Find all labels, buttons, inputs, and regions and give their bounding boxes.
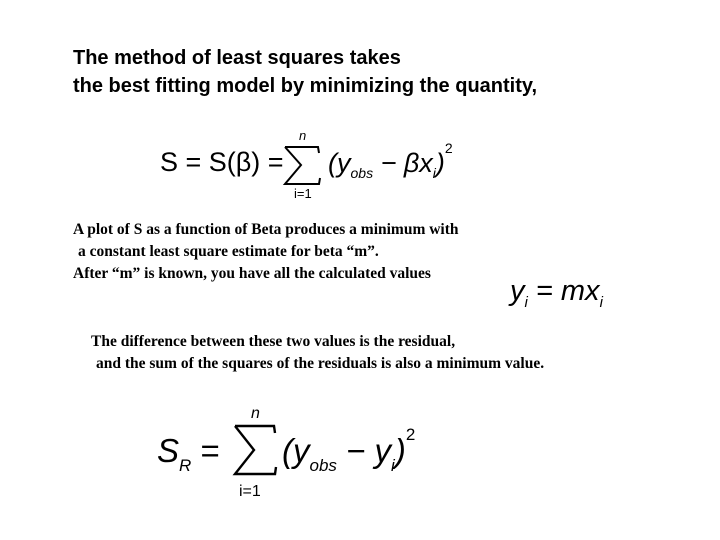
- equation-s-sum-upper: n: [299, 128, 307, 143]
- explanation-paragraph-1: [73, 219, 459, 285]
- equation-s-sub-obs: obs: [350, 165, 374, 181]
- paragraph-1-line-2: a constant least square estimate for beta “m”.: [78, 243, 379, 260]
- equation-s-term-open: (y: [328, 148, 351, 178]
- equation-calculated-values: [508, 270, 658, 320]
- equation-sr-sub-obs: obs: [309, 456, 337, 475]
- paragraph-2-line-2: and the sum of the squares of the residuals is also a minimum value.: [96, 355, 545, 372]
- equation-sr-term-close: ): [394, 432, 406, 469]
- equation-y-sub-i: i: [524, 294, 528, 311]
- equation-sr-eq: =: [191, 432, 220, 469]
- equation-s-power: 2: [444, 140, 453, 156]
- summation-sign-icon: [285, 147, 320, 184]
- svg-text:(yobs − yi)2: [282, 425, 415, 475]
- equation-sr-term-mid: − y: [336, 432, 392, 469]
- equation-s-term-close: ): [435, 148, 445, 178]
- svg-text:yi = mxi: [508, 275, 604, 311]
- equation-sr-sum-upper: n: [251, 405, 260, 422]
- equation-y-eq: = mx: [527, 275, 600, 307]
- summation-sign-icon: [235, 426, 276, 474]
- heading-line-1: The method of least squares takes: [73, 47, 401, 69]
- equation-sr-s: S: [157, 432, 180, 469]
- equation-sr-power: 2: [405, 425, 416, 444]
- equation-sr-sub-i: i: [391, 456, 395, 475]
- paragraph-1-line-1: A plot of S as a function of Beta produces a minimum with: [73, 221, 459, 238]
- equation-residual-sum: [155, 402, 465, 502]
- svg-text:(yobs − βxi)2: [328, 140, 453, 181]
- equation-sr-term-open: (y: [282, 432, 310, 469]
- paragraph-1-line-3: After “m” is known, you have all the calculated values: [73, 265, 431, 282]
- equation-y-y: y: [510, 275, 525, 307]
- paragraph-2-line-1: The difference between these two values is the residual,: [91, 333, 456, 350]
- equation-s-sum-lower: i=1: [294, 186, 312, 201]
- equation-sr-sub-r: R: [179, 456, 192, 475]
- equation-y-sub-x: i: [599, 294, 603, 311]
- equation-s-sub-i: i: [432, 165, 436, 181]
- equation-sr-sum-lower: i=1: [239, 483, 261, 500]
- equation-s-lhs: S = S(β) =: [160, 147, 284, 177]
- heading: [73, 44, 537, 100]
- equation-sum-of-squares: [158, 124, 478, 204]
- svg-text:SR =: [157, 432, 220, 475]
- explanation-paragraph-2: [91, 331, 544, 375]
- equation-s-term-mid: − βx: [373, 148, 433, 178]
- heading-line-2: the best fitting model by minimizing the quantity,: [73, 75, 538, 97]
